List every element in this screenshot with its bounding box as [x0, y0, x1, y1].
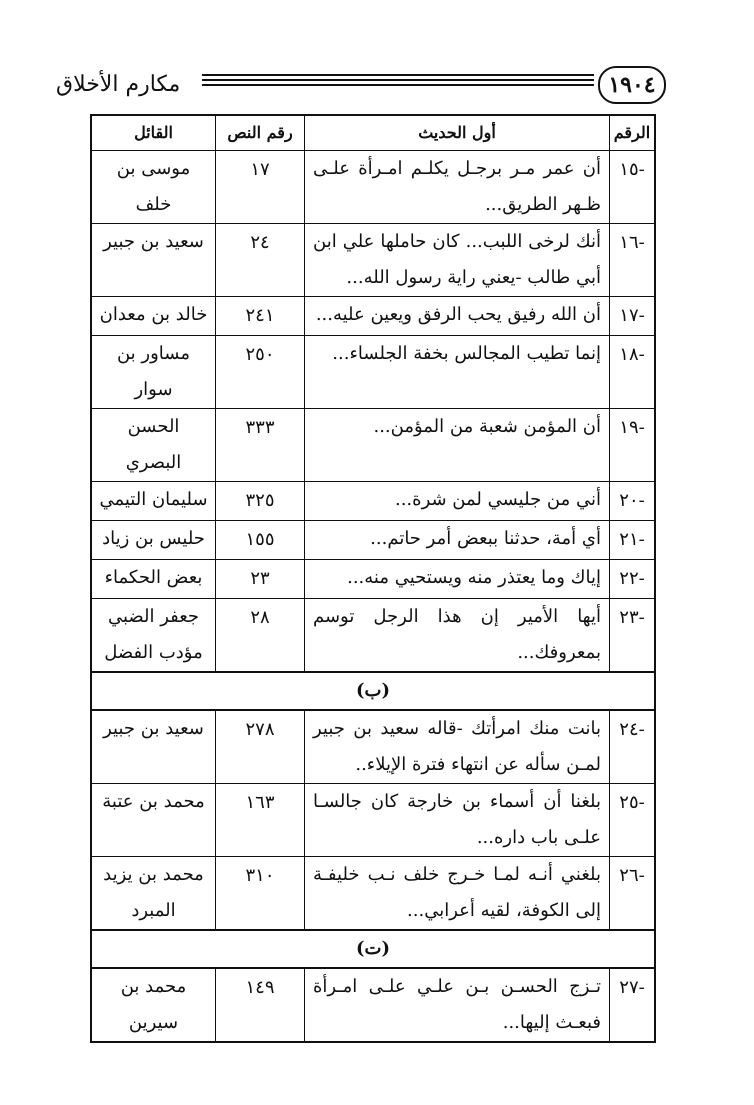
row-number: -١٥	[610, 151, 656, 224]
row-number: -١٨	[610, 336, 656, 409]
text-number: ١٤٩	[216, 969, 305, 1043]
text-number: ٢٤	[216, 224, 305, 297]
row-number: -٢٤	[610, 711, 656, 784]
hadith-opening: أن عمر مـر برجـل يكلـم امـرأة علـى ظـهر الطريق...	[305, 151, 610, 224]
row-number: -٢٣	[610, 599, 656, 672]
table-row	[91, 409, 655, 482]
hadith-opening: إياك وما يعتذر منه ويستحيي منه...	[305, 560, 610, 599]
table-row	[91, 151, 655, 224]
hadith-opening: بانت منك امرأتك -قاله سعيد بن جبير لمـن سأله عن انتهاء فترة الإيلاء..	[305, 711, 610, 784]
speaker-name: سعيد بن جبير	[91, 711, 216, 784]
section-letter-row	[91, 673, 655, 710]
section-letter-row	[91, 931, 655, 968]
hadith-opening: بلغني أنـه لمـا خـرج خلف نـب خليفـة إلى الكوفة، لقيه أعرابي...	[305, 857, 610, 930]
column-header-text-no: رقم النص	[216, 115, 305, 151]
speaker-name: جعفر الضبي مؤدب الفضل	[91, 599, 216, 672]
row-number: -١٩	[610, 409, 656, 482]
hadith-opening: أنك لرخى اللبب... كان حاملها علي ابن أبي طالب -يعني راية رسول الله...	[305, 224, 610, 297]
speaker-name: بعض الحكماء	[91, 560, 216, 599]
speaker-name: محمد بن سيرين	[91, 969, 216, 1043]
hadith-opening: تـزج الحسـن بـن علـي علـى امـرأة فبعـث إليها...	[305, 969, 610, 1043]
row-number: -١٦	[610, 224, 656, 297]
speaker-name: حليس بن زياد	[91, 521, 216, 560]
text-number: ١٦٣	[216, 784, 305, 857]
table-row	[91, 969, 655, 1043]
table-row	[91, 224, 655, 297]
table-row	[91, 482, 655, 521]
text-number: ٣٣٣	[216, 409, 305, 482]
text-number: ٢٨	[216, 599, 305, 672]
section-letter-t: (ت)	[91, 931, 655, 968]
table-row	[91, 784, 655, 857]
speaker-name: محمد بن عتبة	[91, 784, 216, 857]
row-number: -٢٦	[610, 857, 656, 930]
hadith-opening: أي أمة، حدثنا ببعض أمر حاتم...	[305, 521, 610, 560]
table-header-row	[91, 115, 655, 151]
row-number: -٢٧	[610, 969, 656, 1043]
hadith-opening: أن المؤمن شعبة من المؤمن...	[305, 409, 610, 482]
hadith-opening: أيها الأمير إن هذا الرجل توسم بمعروفك...	[305, 599, 610, 672]
speaker-name: سليمان التيمي	[91, 482, 216, 521]
text-number: ١٧	[216, 151, 305, 224]
table-row	[91, 560, 655, 599]
speaker-name: موسى بن خلف	[91, 151, 216, 224]
text-number: ٢٥٠	[216, 336, 305, 409]
row-number: -٢٢	[610, 560, 656, 599]
speaker-name: سعيد بن جبير	[91, 224, 216, 297]
text-number: ٣٢٥	[216, 482, 305, 521]
book-title: مكارم الأخلاق	[56, 72, 181, 97]
hadith-opening: إنما تطيب المجالس بخفة الجلساء...	[305, 336, 610, 409]
header-rule	[202, 74, 594, 96]
section-letter-b: (ب)	[91, 673, 655, 710]
row-number: -٢١	[610, 521, 656, 560]
text-number: ٢٧٨	[216, 711, 305, 784]
page-header	[56, 64, 666, 108]
hadith-index-table	[90, 114, 656, 1043]
column-header-speaker: القائل	[91, 115, 216, 151]
text-number: ٢٣	[216, 560, 305, 599]
row-number: -١٧	[610, 297, 656, 336]
table-row	[91, 521, 655, 560]
table-row	[91, 711, 655, 784]
speaker-name: محمد بن يزيد المبرد	[91, 857, 216, 930]
speaker-name: خالد بن معدان	[91, 297, 216, 336]
hadith-opening: بلغنا أن أسماء بن خارجة كان جالسـا علـى باب داره...	[305, 784, 610, 857]
column-header-num: الرقم	[610, 115, 656, 151]
row-number: -٢٥	[610, 784, 656, 857]
hadith-opening: أن الله رفيق يحب الرفق ويعين عليه...	[305, 297, 610, 336]
text-number: ٣١٠	[216, 857, 305, 930]
table-row	[91, 297, 655, 336]
table-row	[91, 599, 655, 672]
hadith-opening: أني من جليسي لمن شرة...	[305, 482, 610, 521]
table-row	[91, 857, 655, 930]
speaker-name: الحسن البصري	[91, 409, 216, 482]
table-row	[91, 336, 655, 409]
row-number: -٢٠	[610, 482, 656, 521]
speaker-name: مساور بن سوار	[91, 336, 216, 409]
text-number: ٢٤١	[216, 297, 305, 336]
page-number: ١٩٠٤	[598, 66, 666, 104]
column-header-hadith: أول الحديث	[305, 115, 610, 151]
text-number: ١٥٥	[216, 521, 305, 560]
